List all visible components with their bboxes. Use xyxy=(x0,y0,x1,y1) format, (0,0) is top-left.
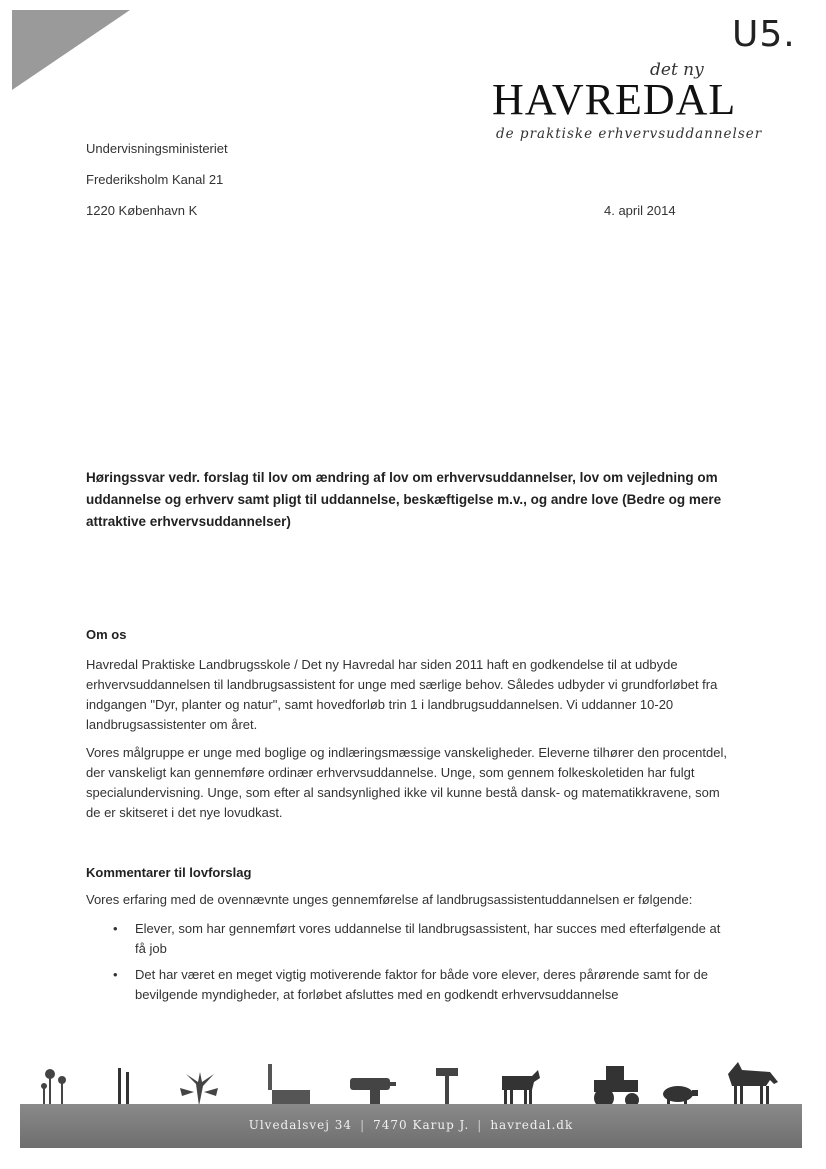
footer-city: 7470 Karup J. xyxy=(373,1118,470,1132)
footer xyxy=(20,1052,802,1148)
footer-web-link[interactable]: havredal.dk xyxy=(490,1118,574,1132)
footer-street: Ulvedalsvej 34 xyxy=(248,1118,353,1132)
handwritten-stamp: U5. xyxy=(732,14,796,55)
list-item xyxy=(86,919,732,959)
hammer-icon xyxy=(434,1068,460,1108)
footer-separator: | xyxy=(360,1118,366,1132)
about-heading: Om os xyxy=(86,627,127,642)
recipient-line-1: Undervisningsministeriet xyxy=(86,141,228,156)
recipient-line-3: 1220 København K xyxy=(86,203,198,218)
pig-icon xyxy=(662,1084,698,1106)
cow-icon xyxy=(498,1066,540,1106)
bullet-text: Det har været en meget vigtig motiverende faktor for både vore elever, deres pårørende samt for de bevilgende myndigheder, at forløbet afsluttes med en godkendt erhvervsuddannelse xyxy=(135,967,709,1002)
footer-address xyxy=(20,1118,802,1132)
lawnmower-icon xyxy=(264,1060,314,1108)
logo-tagline: de praktiske erhvervsuddannelser xyxy=(496,126,763,142)
recipient-line-2: Frederiksholm Kanal 21 xyxy=(86,172,224,187)
about-paragraph-1: Havredal Praktiske Landbrugsskole / Det ny Havredal har siden 2011 haft en godkendelse til at udbyde erhvervsuddannelsen til landbrugsassistent for unge med særlige behov. Således udbyder vi grundforløbet fra indgangen "Dyr, planter og natur", samt hovedforløb trin 1 i landbrugsuddannelsen. Vi uddanner 10-20 landbrugsassistenter om året. xyxy=(86,657,718,732)
drill-icon xyxy=(350,1072,396,1106)
tractor-icon xyxy=(586,1064,642,1108)
plant-icon xyxy=(176,1070,222,1106)
corner-triangle-mark xyxy=(12,10,130,90)
flowers-icon xyxy=(36,1066,80,1106)
comments-intro: Vores erfaring med de ovennævnte unges gennemførelse af landbrugsassistentuddannelsen er følgende: xyxy=(86,892,693,907)
bullet-icon: • xyxy=(113,921,118,936)
tools-icon xyxy=(116,1066,132,1106)
about-paragraph-2: Vores målgruppe er unge med boglige og indlæringsmæssige vanskeligheder. Eleverne tilhører den procentdel, der vanskeligt kan gennemføre ordinær erhvervsuddannelse. Unge, som gennem folkeskoletiden har fulgt specialundervisning. Unge, som efter al sandsynlighed ikke vil kunne bestå dansk- og matematikkravene, som de er skitseret i det nye lovudkast. xyxy=(86,745,727,820)
bullet-text: Elever, som har gennemført vores uddannelse til landbrugsassistent, har succes med efterfølgende at få job xyxy=(135,921,721,956)
horse-icon xyxy=(722,1060,780,1106)
letter-date: 4. april 2014 xyxy=(604,203,676,218)
footer-separator: | xyxy=(477,1118,483,1132)
logo-name: HAVREDAL xyxy=(492,75,737,124)
letter-subject: Høringssvar vedr. forslag til lov om ændring af lov om erhvervsuddannelser, lov om vejledning om uddannelse og erhverv samt pligt til uddannelse, beskæftigelse m.v., og andre love (Bedre og mere attraktive erhvervsuddannelser) xyxy=(86,470,722,529)
list-item xyxy=(86,965,732,1005)
bullet-icon: • xyxy=(113,967,118,982)
comments-heading: Kommentarer til lovforslag xyxy=(86,865,252,880)
comments-bullet-list xyxy=(86,919,732,1011)
logo-det-ny: det ny xyxy=(650,60,704,80)
